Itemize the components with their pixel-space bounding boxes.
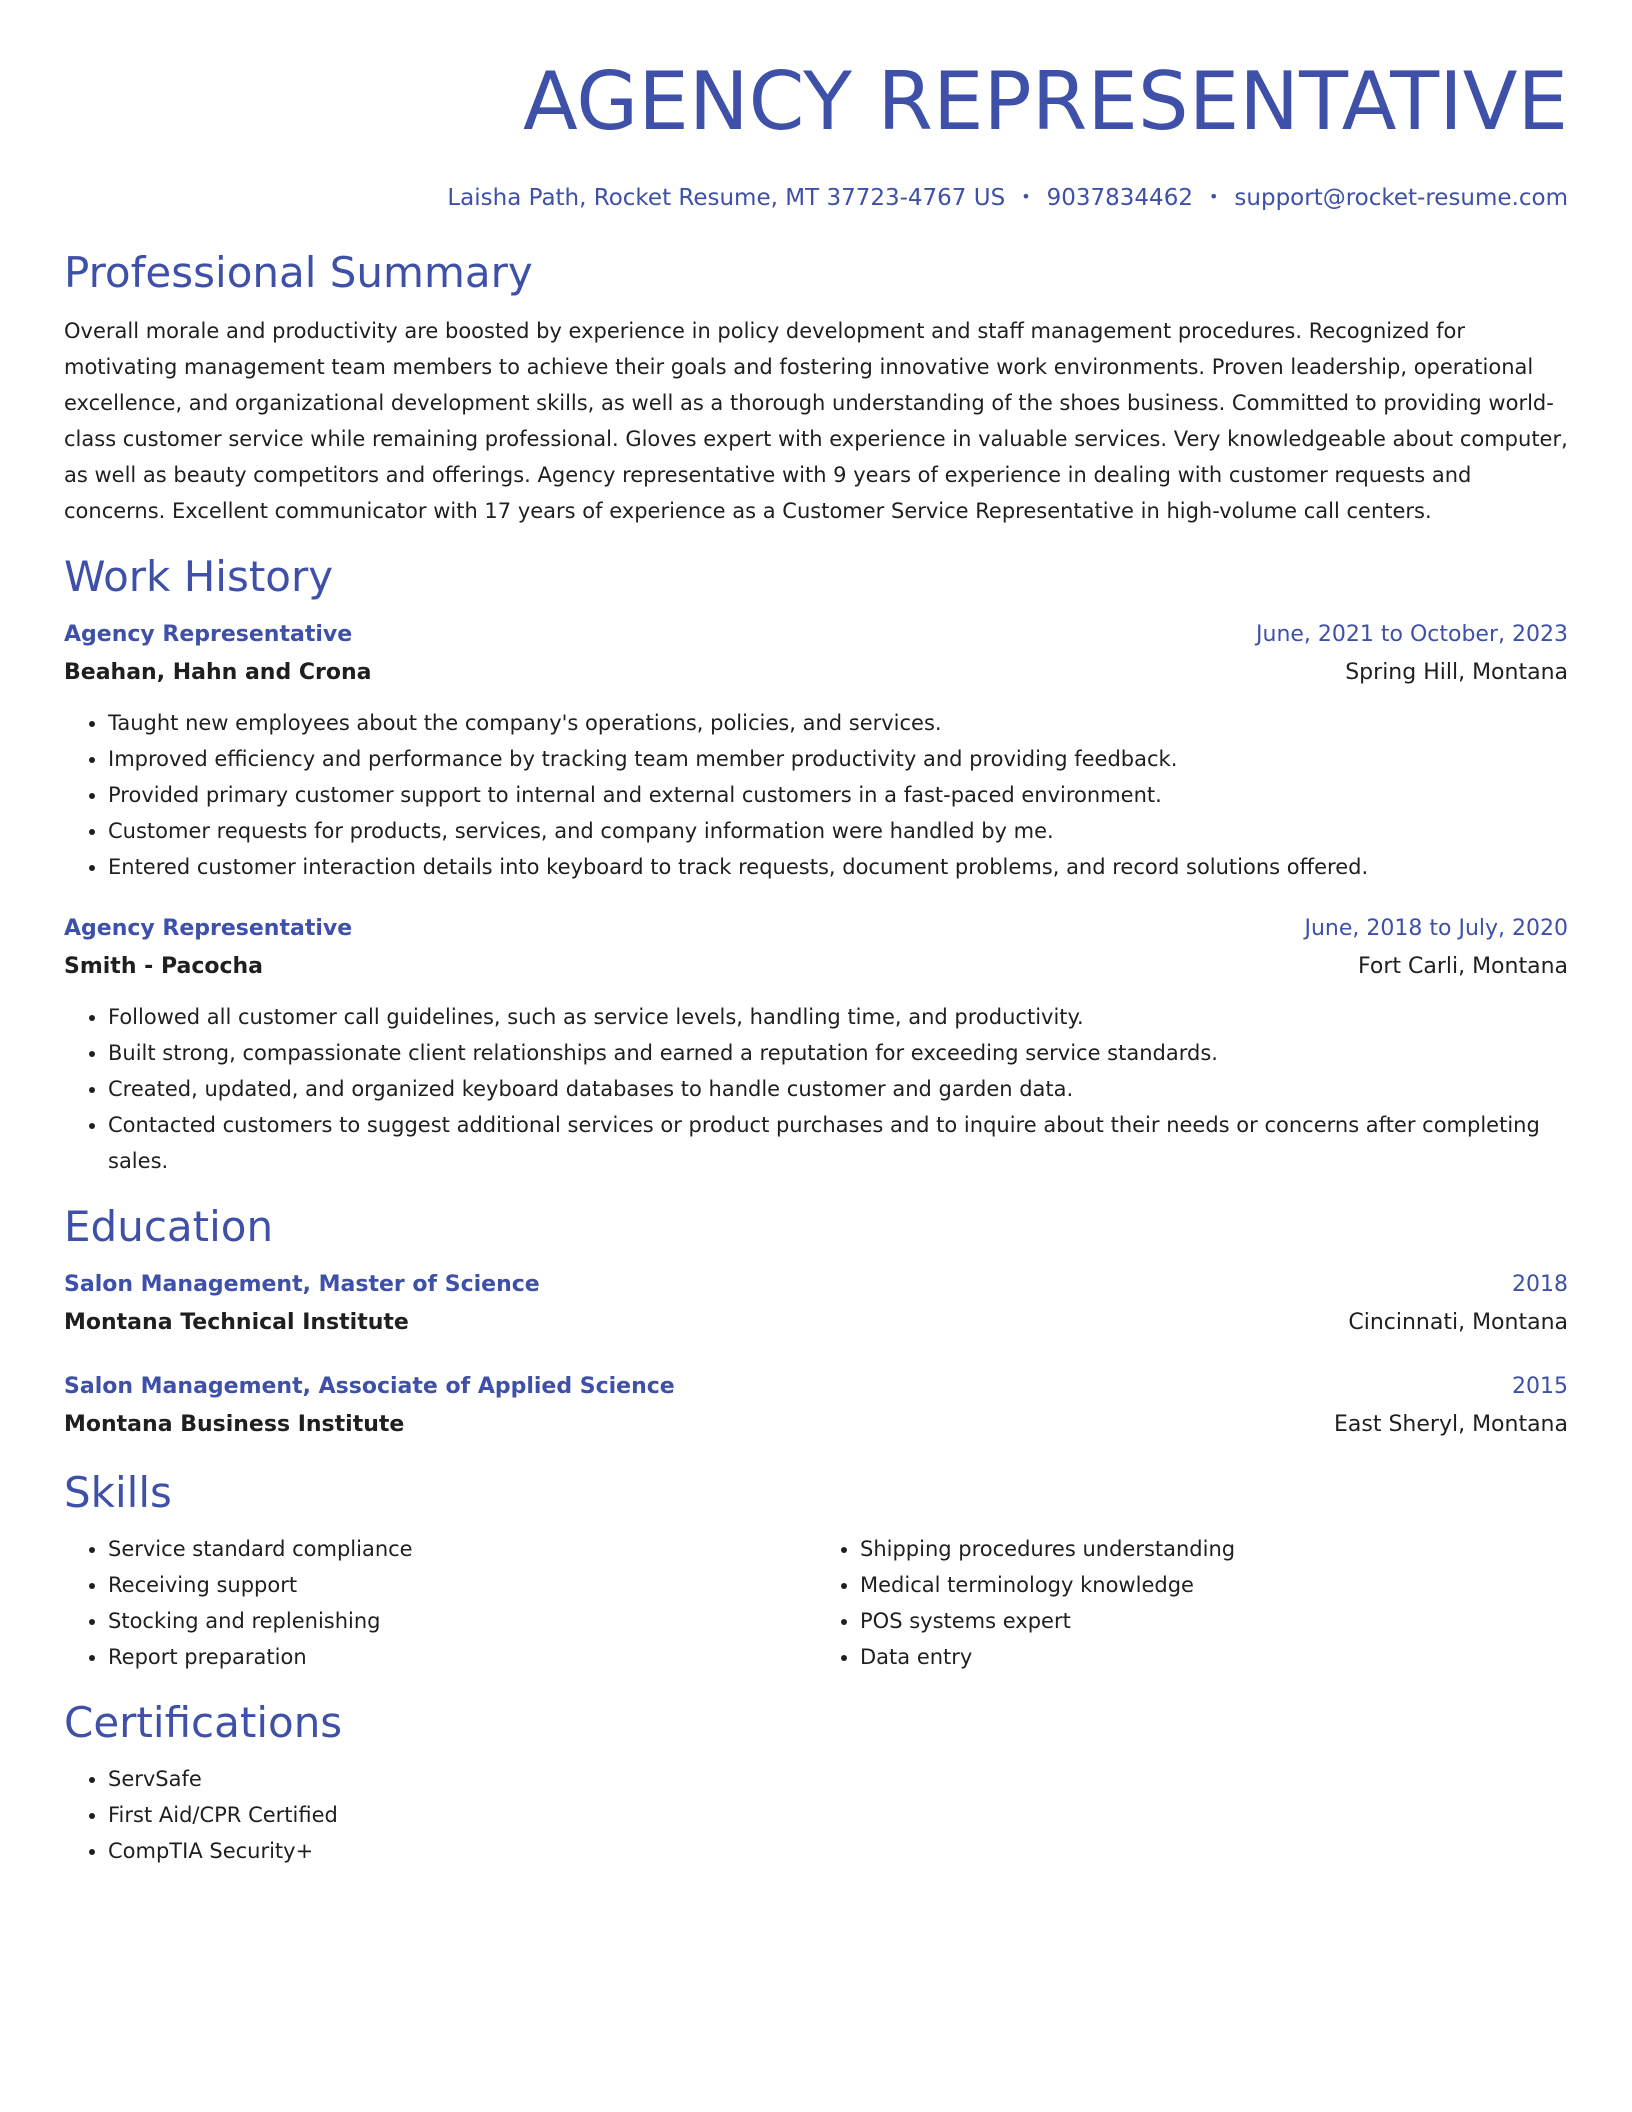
job-title: Agency Representative — [64, 916, 353, 941]
job-company: Smith - Pacocha — [64, 954, 264, 979]
work-history-heading: Work History — [64, 552, 334, 601]
skills-heading: Skills — [64, 1468, 172, 1517]
job-dates: June, 2021 to October, 2023 — [1256, 622, 1568, 647]
skill-item: • Stocking and replenishing — [108, 1603, 816, 1639]
education-location: East Sheryl, Montana — [1334, 1412, 1568, 1437]
job-location: Fort Carli, Montana — [1357, 954, 1568, 979]
education-school: Montana Business Institute — [64, 1412, 405, 1437]
contact-separator: • — [1021, 187, 1031, 206]
education-degree: Salon Management, Master of Science — [64, 1272, 540, 1297]
education-section — [64, 1201, 1568, 1445]
skill-item: • POS systems expert — [860, 1603, 1568, 1639]
contact-separator: • — [1208, 187, 1219, 206]
skill-item: • Data entry — [860, 1639, 1568, 1675]
summary-heading: Professional Summary — [64, 248, 533, 297]
job-bullet: • Created, updated, and organized keyboard databases to handle customer and garden data. — [108, 1071, 1568, 1107]
skills-list-right — [816, 1531, 1568, 1675]
job-bullet: • Built strong, compassionate client relationships and earned a reputation for exceeding service standards. — [108, 1035, 1568, 1071]
job-bullet: • Provided primary customer support to internal and external customers in a fast-paced environment. — [108, 777, 1568, 813]
skill-item: • Receiving support — [108, 1567, 816, 1603]
contact-email: support@rocket-resume.com — [1234, 185, 1568, 211]
job-entry — [64, 617, 1568, 885]
resume-page — [64, 52, 1568, 1869]
education-entry — [64, 1369, 1568, 1445]
certification-item: • CompTIA Security+ — [108, 1833, 1568, 1869]
job-bullet: • Customer requests for products, services, and company information were handled by me. — [108, 813, 1568, 849]
job-company: Beahan, Hahn and Crona — [64, 660, 372, 685]
skills-section — [64, 1467, 1568, 1675]
certification-item: • First Aid/CPR Certified — [108, 1797, 1568, 1833]
contact-line — [64, 182, 1568, 213]
job-bullets — [64, 999, 1568, 1179]
contact-phone: 9037834462 — [1046, 185, 1193, 211]
job-bullet: • Entered customer interaction details into keyboard to track requests, document problems, and record solutions offered. — [108, 849, 1568, 885]
job-dates: June, 2018 to July, 2020 — [1304, 916, 1568, 941]
skill-item: • Shipping procedures understanding — [860, 1531, 1568, 1567]
resume-title: AGENCY REPRESENTATIVE — [522, 55, 1568, 148]
certifications-list — [64, 1761, 1568, 1869]
education-entry — [64, 1267, 1568, 1343]
summary-section — [64, 247, 1568, 529]
certifications-heading: Certifications — [64, 1698, 343, 1747]
certification-item: • ServSafe — [108, 1761, 1568, 1797]
job-title: Agency Representative — [64, 622, 353, 647]
education-degree: Salon Management, Associate of Applied Science — [64, 1374, 675, 1399]
education-year: 2018 — [1512, 1272, 1568, 1297]
job-bullet: • Taught new employees about the company's operations, policies, and services. — [108, 705, 1568, 741]
skill-item: • Report preparation — [108, 1639, 816, 1675]
job-location: Spring Hill, Montana — [1345, 660, 1568, 685]
job-bullet: • Contacted customers to suggest additional services or product purchases and to inquire about their needs or concerns after completing sales. — [108, 1107, 1568, 1179]
skill-item: • Medical terminology knowledge — [860, 1567, 1568, 1603]
skills-list-left — [64, 1531, 816, 1675]
job-bullets — [64, 705, 1568, 885]
summary-text: Overall morale and productivity are boosted by experience in policy development and staff management procedures. Recognized for motivating management team members to achieve their goals and fostering innovative work environments. Proven leadership, operational excellence, and organizational development skills, as well as a thorough understanding of the shoes business. Committed to providing world-class customer service while remaining professional. Gloves expert with experience in valuable services. Very knowledgeable about computer, as well as beauty competitors and offerings. Agency representative with 9 years of experience in dealing with customer requests and concerns. Excellent communicator with 17 years of experience as a Customer Service Representative in high-volume call centers. — [64, 319, 1568, 523]
certifications-section — [64, 1697, 1568, 1869]
education-year: 2015 — [1512, 1374, 1568, 1399]
education-location: Cincinnati, Montana — [1348, 1310, 1568, 1335]
work-history-section — [64, 551, 1568, 1179]
education-heading: Education — [64, 1202, 274, 1251]
contact-address: Laisha Path, Rocket Resume, MT 37723-4767 US — [447, 185, 1006, 211]
job-bullet: • Improved efficiency and performance by tracking team member productivity and providing feedback. — [108, 741, 1568, 777]
skills-columns — [64, 1531, 1568, 1675]
skill-item: • Service standard compliance — [108, 1531, 816, 1567]
education-school: Montana Technical Institute — [64, 1310, 409, 1335]
job-entry — [64, 911, 1568, 1179]
job-bullet: • Followed all customer call guidelines, such as service levels, handling time, and productivity. — [108, 999, 1568, 1035]
